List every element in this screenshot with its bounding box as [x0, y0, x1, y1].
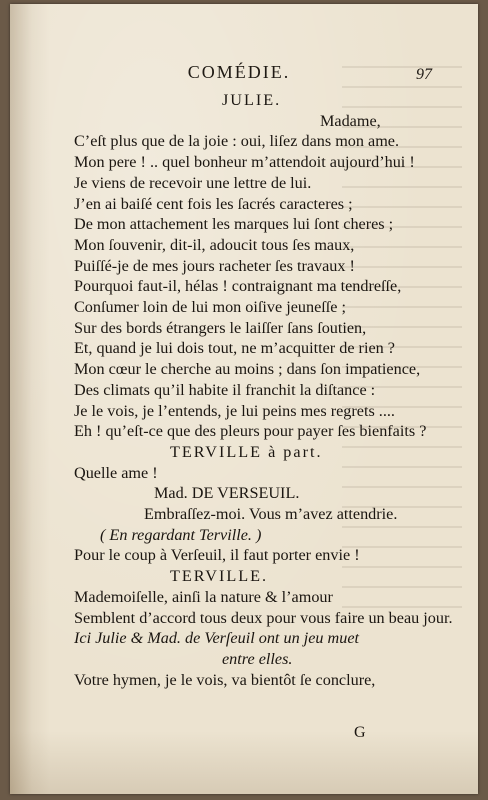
- stage-direction: ( En regardant Terville. ): [100, 525, 262, 544]
- page-number: 97: [416, 66, 432, 83]
- verse-line: De mon attachement les marques lui ſont cheres ;: [74, 215, 394, 234]
- verse-line: Mon cœur le cherche au moins ; dans ſon impatience,: [74, 360, 421, 379]
- verse-line: Quelle ame !: [74, 463, 158, 482]
- stage-direction: entre elles.: [222, 649, 293, 668]
- verse-line: C’eſt plus que de la joie : oui, liſez dans mon ame.: [74, 132, 400, 151]
- verse-line: Eh ! qu’eſt-ce que des pleurs pour payer ſes bienfaits ?: [74, 422, 427, 441]
- verse-line: Et, quand je lui dois tout, ne m’acquitter de rien ?: [74, 339, 395, 358]
- signature-mark: G: [354, 724, 366, 741]
- verse-line: Des climats qu’il habite il franchit la diſtance :: [74, 380, 376, 399]
- page-header: [10, 62, 478, 88]
- verse-line: Pour le coup à Verſeuil, il faut porter envie !: [74, 546, 360, 565]
- verse-line: Mon pere ! .. quel bonheur m’attendoit aujourd’hui !: [74, 153, 415, 172]
- play-text: [74, 90, 454, 690]
- stage-direction: Ici Julie & Mad. de Verſeuil ont un jeu muet: [74, 629, 360, 648]
- verse-line: Je le vois, je l’entends, je lui peins mes regrets ....: [74, 401, 395, 420]
- verse-line: J’en ai baiſé cent fois les ſacrés caracteres ;: [74, 194, 353, 213]
- verse-line: Embraſſez-moi. Vous m’avez attendrie.: [144, 505, 398, 524]
- running-head: COMÉDIE.: [187, 62, 291, 82]
- verse-line: Pourquoi faut-il, hélas ! contraignant ma tendreſſe,: [74, 277, 402, 296]
- verse-line: Mademoiſelle, ainſi la nature & l’amour: [74, 587, 333, 606]
- speaker-terville: TERVILLE.: [170, 567, 269, 586]
- verse-line: Conſumer loin de lui mon oiſive jeuneſſe ;: [74, 298, 346, 317]
- book-page: [10, 4, 478, 794]
- verse-line: Je viens de recevoir une lettre de lui.: [74, 173, 312, 192]
- verse-line: Votre hymen, je le vois, va bientôt ſe conclure,: [74, 670, 376, 689]
- verse-line: Semblent d’accord tous deux pour vous faire un beau jour.: [74, 608, 453, 627]
- verse-line: Madame,: [320, 111, 381, 130]
- speaker-terville-apart: TERVILLE à part.: [170, 442, 323, 461]
- verse-line: Puiſſé-je de mes jours racheter ſes travaux !: [74, 256, 355, 275]
- verse-line: Mon ſouvenir, dit-il, adoucit tous ſes maux,: [74, 235, 355, 254]
- speaker-verseuil: Mad. DE VERSEUIL.: [154, 484, 300, 503]
- speaker-julie: JULIE.: [222, 91, 282, 109]
- verse-line: Sur des bords étrangers le laiſſer ſans ſoutien,: [74, 318, 367, 337]
